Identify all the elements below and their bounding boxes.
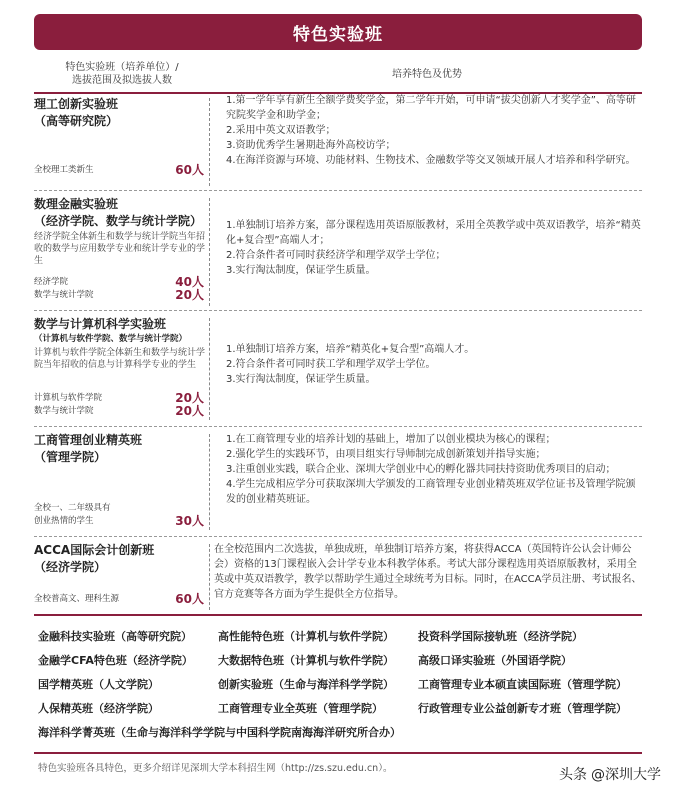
class-tag: 工商管理专业全英班（管理学院） [218, 702, 383, 715]
feature-item [214, 357, 642, 372]
column-divider [209, 318, 210, 420]
feature-item [214, 447, 642, 462]
quota-line [34, 515, 206, 528]
class-name: 理工创新实验班 [34, 97, 119, 111]
quota-number: 40人 [175, 275, 204, 289]
quota-scope: 全校一、二年级具有 [34, 503, 111, 513]
column-divider [209, 544, 210, 610]
class-name: 工商管理创业精英班 [34, 433, 143, 447]
feature-item [214, 432, 642, 447]
quota-number: 60人 [175, 592, 204, 606]
features-cell [214, 342, 642, 387]
class-tag: 创新实验班（生命与海洋科学学院） [218, 678, 394, 691]
watermark-account: @深圳大学 [591, 767, 661, 783]
column-header-features [212, 56, 642, 92]
column-divider [209, 198, 210, 306]
footer-divider [34, 752, 642, 754]
column-divider [209, 98, 210, 186]
features-cell [214, 218, 642, 278]
quota-scope: 计算机与软件学院 [34, 393, 103, 403]
column-divider [209, 434, 210, 530]
class-unit: （经济学院、数学与统计学院） [34, 214, 203, 228]
class-cell [34, 542, 206, 606]
feature-text: 2.采用中英文双语教学； [226, 125, 336, 136]
quota-number: 30人 [175, 514, 204, 528]
feature-text: 2.符合条件者可同时获经济学和理学双学士学位； [226, 250, 446, 261]
feature-item [214, 372, 642, 387]
table-row [34, 96, 642, 188]
quota-number: 20人 [175, 391, 204, 405]
class-cell [34, 432, 206, 528]
quota-line [34, 164, 206, 177]
feature-text: 4.在海洋资源与环境、功能材料、生物技术、金融数学等交叉领域开展人才培养和科学研究。 [226, 155, 636, 166]
quota-scope: 创业热情的学生 [34, 516, 94, 526]
features-cell [214, 542, 642, 602]
column-header-class-line2: 选拔范围及拟选拔人数 [72, 75, 172, 86]
class-tag: 金融学CFA特色班（经济学院） [38, 654, 193, 667]
feature-text: 3.资助优秀学生暑期赴海外高校访学； [226, 140, 396, 151]
row-divider [34, 310, 642, 311]
class-tag: 工商管理专业本硕直读国际班（管理学院） [418, 678, 627, 691]
feature-text: 1.第一学年享有新生全额学费奖学金，第二学年开始，可申请“拔尖创新人才奖学金”、高等研究院奖学金和助学金； [226, 95, 636, 121]
feature-item [214, 477, 642, 507]
class-name: 数学与计算机科学实验班 [34, 317, 167, 331]
class-tag: 行政管理专业公益创新专才班（管理学院） [418, 702, 627, 715]
class-unit: （计算机与软件学院、数学与统计学院） [34, 334, 188, 344]
row-divider [34, 190, 642, 191]
feature-item [214, 218, 642, 248]
class-unit: （经济学院） [34, 560, 107, 574]
quota-scope: 经济学院 [34, 277, 69, 287]
feature-item [214, 462, 642, 477]
feature-text: 3.实行淘汰制度，保证学生质量。 [226, 374, 376, 385]
page-title: 特色实验班 [293, 24, 383, 45]
class-unit: （高等研究院） [34, 114, 119, 128]
class-tag: 人保精英班（经济学院） [38, 702, 159, 715]
class-tag: 海洋科学菁英班（生命与海洋科学学院与中国科学院南海海洋研究所合办） [38, 726, 401, 739]
class-cell [34, 96, 206, 177]
watermark [559, 764, 661, 784]
footnote: 特色实验班各具特色，更多介绍详见深圳大学本科招生网（http://zs.szu.edu.cn）。 [38, 763, 393, 774]
feature-item [214, 123, 642, 138]
feature-text: 2.符合条件者可同时获工学和理学双学士学位。 [226, 359, 436, 370]
quota-number: 20人 [175, 288, 204, 302]
class-tag: 金融科技实验班（高等研究院） [38, 630, 192, 643]
feature-text: 2.强化学生的实践环节，由项目组实行导师制完成创新策划并指导实施； [226, 449, 546, 460]
class-tag: 大数据特色班（计算机与软件学院） [218, 654, 394, 667]
quota-scope: 数学与统计学院 [34, 406, 94, 416]
column-header-features-label: 培养特色及优势 [392, 68, 462, 80]
class-name: ACCA国际会计创新班 [34, 543, 155, 557]
feature-text: 4.学生完成相应学分可获取深圳大学颁发的工商管理专业创业精英班双学位证书及管理学院颁发的创业精英班证。 [226, 479, 636, 505]
quota-line [34, 405, 206, 418]
feature-item [214, 342, 642, 357]
table-row [34, 196, 642, 308]
table-row [34, 542, 642, 612]
class-cell [34, 316, 206, 418]
feature-item [214, 153, 642, 168]
quota-number: 20人 [175, 404, 204, 418]
class-scope-desc: 经济学院全体新生和数学与统计学院当年招收的数学与应用数学专业和统计学专业的学生 [34, 232, 206, 266]
class-name: 数理金融实验班 [34, 197, 119, 211]
class-cell [34, 196, 206, 302]
class-tag: 国学精英班（人文学院） [38, 678, 159, 691]
feature-text: 3.注重创业实践，联合企业、深圳大学创业中心的孵化器共同扶持资助优秀项目的启动； [226, 464, 616, 475]
section-divider [34, 614, 642, 616]
feature-text: 1.单独制订培养方案，部分课程选用英语原版教材，采用全英教学或中英双语教学，培养“精英化+复合型”高端人才； [226, 220, 641, 246]
table-row [34, 316, 642, 422]
quota-scope: 数学与统计学院 [34, 290, 94, 300]
column-header-class-line1: 特色实验班（培养单位）/ [65, 62, 179, 73]
features-cell [214, 93, 642, 168]
feature-paragraph: 在全校范围内二次选拔，单独成班，单独制订培养方案，将获得ACCA（英国特许公认会计师公会）资格的13门课程嵌入会计学专业本科教学体系。考试大部分课程选用英语原版教材，采用全英或中英双语教学，教学以帮助学生通过全球统考为目标。同时，在ACCA学员注册、考试报名、官方竞赛等各方面为学生提供全方位指导。 [214, 544, 642, 600]
quota-line [34, 289, 206, 302]
class-unit: （管理学院） [34, 450, 107, 464]
page-title-banner [34, 14, 642, 50]
feature-text: 1.在工商管理专业的培养计划的基础上，增加了以创业模块为核心的课程； [226, 434, 556, 445]
feature-item [214, 263, 642, 278]
feature-item [214, 93, 642, 123]
table-row [34, 432, 642, 532]
feature-text: 3.实行淘汰制度，保证学生质量。 [226, 265, 376, 276]
column-header-class [34, 56, 210, 92]
class-scope-desc: 计算机与软件学院全体新生和数学与统计学院当年招收的信息与计算科学专业的学生 [34, 348, 206, 370]
class-tag: 高性能特色班（计算机与软件学院） [218, 630, 394, 643]
quota-scope: 全校普高文、理科生源 [34, 594, 120, 604]
quota-number: 60人 [175, 163, 204, 177]
watermark-source: 头条 [559, 767, 587, 783]
quota-line [34, 593, 206, 606]
feature-item [214, 138, 642, 153]
row-divider [34, 426, 642, 427]
quota-scope: 全校理工类新生 [34, 165, 94, 175]
feature-text: 1.单独制订培养方案，培养“精英化+复合型”高端人才。 [226, 344, 475, 355]
row-divider [34, 536, 642, 537]
class-tag: 投资科学国际接轨班（经济学院） [418, 630, 583, 643]
feature-item [214, 248, 642, 263]
features-cell [214, 432, 642, 507]
class-tag: 高级口译实验班（外国语学院） [418, 654, 572, 667]
